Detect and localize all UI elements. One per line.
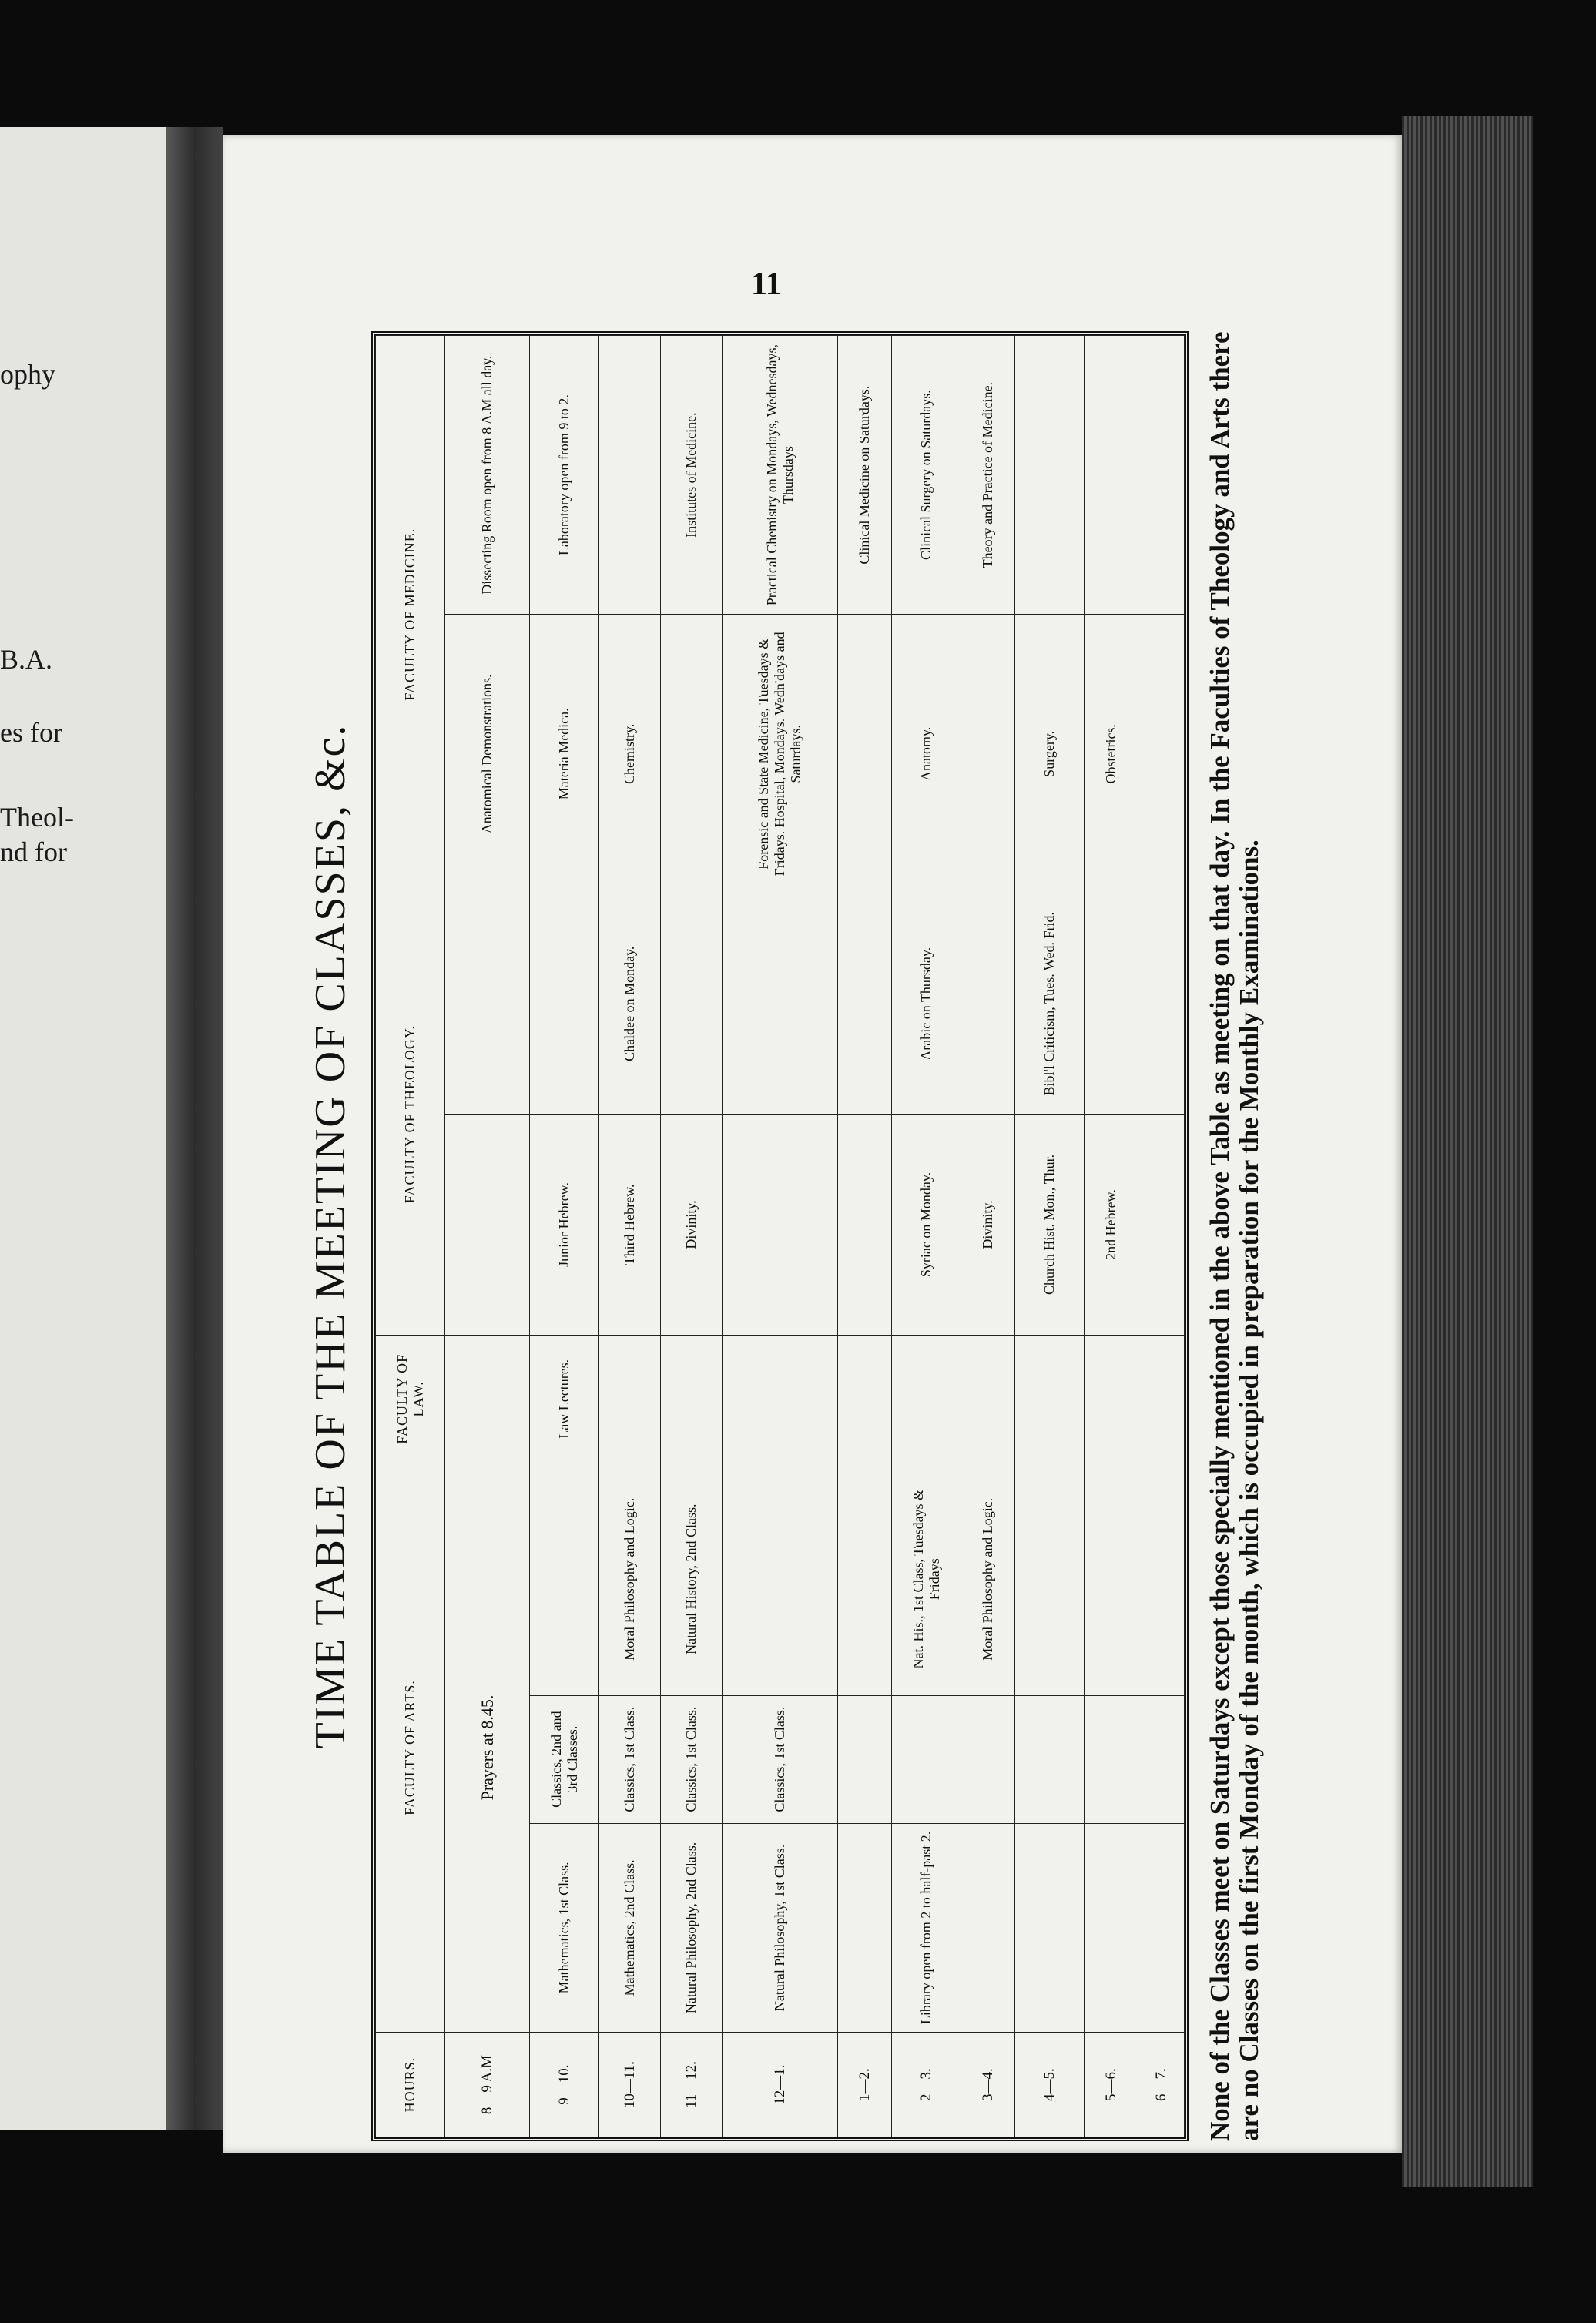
left-fragment: ophy (0, 359, 55, 390)
cell-med1 (838, 615, 892, 893)
cell-theo1: Church Hist. Mon., Thur. (1015, 1115, 1085, 1336)
cell-arts3 (530, 1463, 599, 1695)
cell-theo1: Third Hebrew. (599, 1115, 661, 1336)
cell-theo1 (1138, 1115, 1185, 1336)
page-number: 11 (751, 266, 782, 302)
cell-arts2 (1138, 1695, 1185, 1823)
cell-theo1: Syriac on Monday. (892, 1115, 961, 1336)
cell-law (1015, 1335, 1085, 1463)
cell-med2: Theory and Practice of Medicine. (961, 336, 1015, 615)
cell-arts1: Mathematics, 1st Class. (530, 1823, 599, 2033)
cell-arts3 (838, 1463, 892, 1695)
cell-theo1: Divinity. (961, 1115, 1015, 1336)
cell-law (661, 1335, 723, 1463)
cell-arts2 (838, 1695, 892, 1823)
cell-hour: 8—9 A.M (445, 2033, 530, 2137)
cell-theo2 (530, 893, 599, 1115)
cell-law (723, 1335, 838, 1463)
cell-hour: 2—3. (892, 2033, 961, 2137)
timetable (375, 335, 1185, 2137)
cell-theo1 (723, 1115, 838, 1336)
cell-theo2 (1085, 893, 1138, 1115)
table-row (1085, 336, 1138, 2137)
page-title: TIME TABLE OF THE MEETING OF CLASSES, &c. (307, 723, 354, 1749)
cell-law (838, 1335, 892, 1463)
cell-arts3: Moral Philosophy and Logic. (599, 1463, 661, 1695)
cell-theo2 (1138, 893, 1185, 1115)
left-page (0, 127, 166, 2130)
cell-hour: 5—6. (1085, 2033, 1138, 2137)
cell-law (445, 1335, 530, 1463)
cell-med1 (961, 615, 1015, 893)
cell-arts3 (723, 1463, 838, 1695)
cell-arts2: Classics, 1st Class. (661, 1695, 723, 1823)
header-theology: FACULTY OF THEOLOGY. (376, 893, 445, 1335)
cell-hour: 3—4. (961, 2033, 1015, 2137)
page-edges (1402, 116, 1533, 2187)
cell-arts3 (1085, 1463, 1138, 1695)
table-row (1015, 336, 1085, 2137)
cell-med2: Clinical Medicine on Saturdays. (838, 336, 892, 615)
cell-arts1 (1015, 1823, 1085, 2033)
cell-law (1085, 1335, 1138, 1463)
cell-law (1138, 1335, 1185, 1463)
cell-med2 (599, 336, 661, 615)
table-row (661, 336, 723, 2137)
cell-arts3: Moral Philosophy and Logic. (961, 1463, 1015, 1695)
cell-med1: Materia Medica. (530, 615, 599, 893)
cell-arts2: Classics, 1st Class. (723, 1695, 838, 1823)
cell-law (599, 1335, 661, 1463)
cell-med1: Surgery. (1015, 615, 1085, 893)
table-row (599, 336, 661, 2137)
header-medicine: FACULTY OF MEDICINE. (376, 336, 445, 893)
table-row (961, 336, 1015, 2137)
cell-hour: 12—1. (723, 2033, 838, 2137)
cell-hour: 10—11. (599, 2033, 661, 2137)
table-row (892, 336, 961, 2137)
cell-med2 (1015, 336, 1085, 615)
cell-med1: Forensic and State Medicine, Tuesdays & Fridays. Hospital, Mondays. Wedn'days and Saturdays. (723, 615, 838, 893)
cell-arts3 (1015, 1463, 1085, 1695)
cell-arts3: Nat. His., 1st Class, Tuesdays & Fridays (892, 1463, 961, 1695)
cell-hour: 6—7. (1138, 2033, 1185, 2137)
left-fragment: es for (0, 717, 62, 748)
cell-arts1 (961, 1823, 1015, 2033)
cell-arts2 (1015, 1695, 1085, 1823)
cell-theo2 (838, 893, 892, 1115)
cell-arts1 (838, 1823, 892, 2033)
left-fragment: Theol- (0, 802, 74, 833)
header-law: FACULTY OF LAW. (376, 1335, 445, 1463)
cell-med2 (1085, 336, 1138, 615)
cell-theo1: Divinity. (661, 1115, 723, 1336)
cell-theo2 (961, 893, 1015, 1115)
cell-theo2 (723, 893, 838, 1115)
cell-arts1: Library open from 2 to half-past 2. (892, 1823, 961, 2033)
cell-med2: Dissecting Room open from 8 A.M all day. (445, 336, 530, 615)
cell-med1 (661, 615, 723, 893)
cell-arts3 (1138, 1463, 1185, 1695)
cell-theo2: Arabic on Thursday. (892, 893, 961, 1115)
cell-med1 (1138, 615, 1185, 893)
cell-arts1: Natural Philosophy, 2nd Class. (661, 1823, 723, 2033)
header-arts: FACULTY OF ARTS. (376, 1463, 445, 2032)
table-row (530, 336, 599, 2137)
cell-arts2: Classics, 2nd and 3rd Classes. (530, 1695, 599, 1823)
cell-law (961, 1335, 1015, 1463)
cell-med2: Practical Chemistry on Mondays, Wednesdays, Thursdays (723, 336, 838, 615)
cell-arts1 (1138, 1823, 1185, 2033)
cell-theo1: Junior Hebrew. (530, 1115, 599, 1336)
cell-hour: 4—5. (1015, 2033, 1085, 2137)
cell-arts1 (1085, 1823, 1138, 2033)
cell-med1: Chemistry. (599, 615, 661, 893)
book-gutter (166, 127, 223, 2130)
cell-hour: 11—12. (661, 2033, 723, 2137)
cell-law: Law Lectures. (530, 1335, 599, 1463)
cell-hour: 1—2. (838, 2033, 892, 2137)
cell-med2: Institutes of Medicine. (661, 336, 723, 615)
cell-hour: 9—10. (530, 2033, 599, 2137)
cell-theo2: Chaldee on Monday. (599, 893, 661, 1115)
cell-med2: Laboratory open from 9 to 2. (530, 336, 599, 615)
cell-theo1 (445, 1115, 530, 1336)
cell-arts2 (892, 1695, 961, 1823)
cell-theo2 (661, 893, 723, 1115)
timetable-frame (371, 331, 1189, 2141)
cell-theo2: Bibl'l Criticism, Tues. Wed. Frid. (1015, 893, 1085, 1115)
header-hours: HOURS. (376, 2033, 445, 2137)
table-row (723, 336, 838, 2137)
table-row (1138, 336, 1185, 2137)
cell-arts2 (1085, 1695, 1138, 1823)
cell-arts1: Mathematics, 2nd Class. (599, 1823, 661, 2033)
cell-prayers: Prayers at 8.45. (445, 1463, 530, 2032)
left-fragment: nd for (0, 836, 67, 867)
footnote: None of the Classes meet on Saturdays except those specially mentioned in the above Table as meeting on that day. In the Faculties of Theology and Arts there are no Classes on the first Monday of the month, which is occupied in preparation for the Monthly Examinations. (1205, 331, 1264, 2141)
cell-med1: Anatomy. (892, 615, 961, 893)
cell-arts2: Classics, 1st Class. (599, 1695, 661, 1823)
cell-theo1 (838, 1115, 892, 1336)
cell-arts2 (961, 1695, 1015, 1823)
cell-med2 (1138, 336, 1185, 615)
cell-arts3: Natural History, 2nd Class. (661, 1463, 723, 1695)
left-fragment: B.A. (0, 644, 53, 675)
cell-med1: Obstetrics. (1085, 615, 1138, 893)
header-row (376, 336, 445, 2137)
cell-law (892, 1335, 961, 1463)
cell-med1: Anatomical Demonstrations. (445, 615, 530, 893)
table-row (445, 336, 530, 2137)
rotated-content (300, 331, 1264, 2141)
cell-med2: Clinical Surgery on Saturdays. (892, 336, 961, 615)
table-row (838, 336, 892, 2137)
cell-arts1: Natural Philosophy, 1st Class. (723, 1823, 838, 2033)
cell-theo1: 2nd Hebrew. (1085, 1115, 1138, 1336)
cell-theo2 (445, 893, 530, 1115)
